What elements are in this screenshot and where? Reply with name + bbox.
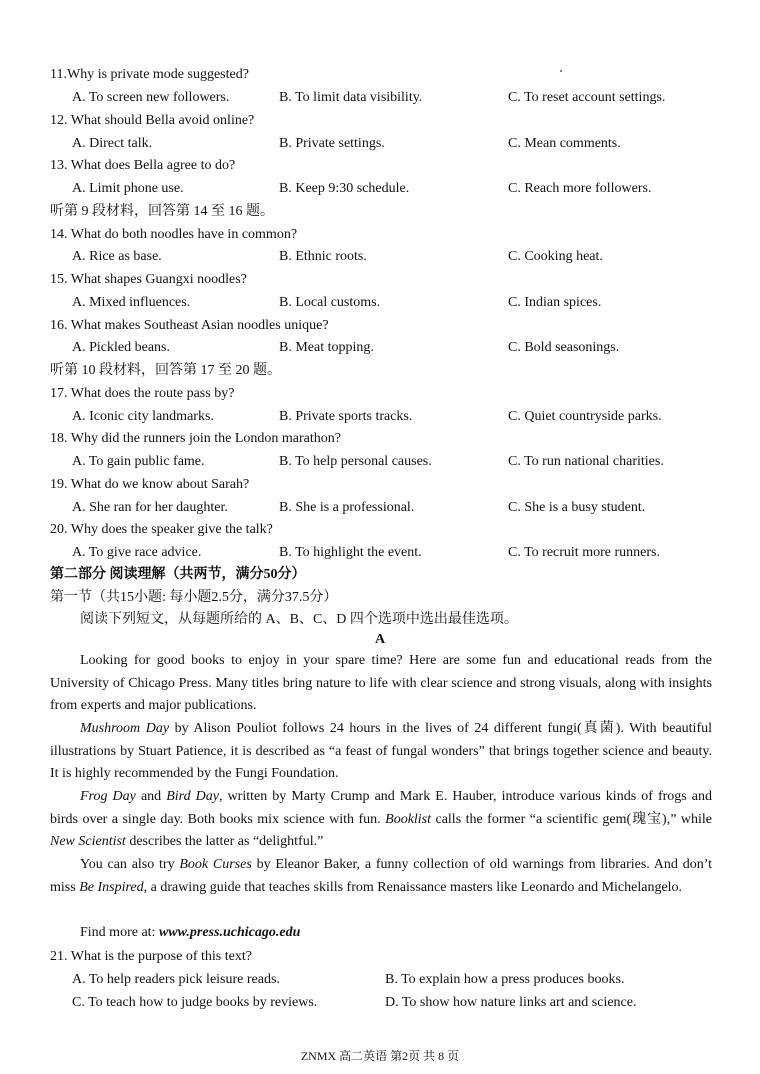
- passage-paragraph-2: [50, 718, 712, 786]
- q21-option-c: C. To teach how to judge books by reviews.: [72, 995, 318, 1010]
- book-title-mushroom-day: Mushroom Day: [80, 721, 170, 736]
- q13-option-c: C. Reach more followers.: [508, 181, 652, 196]
- book-title-frog-day: Frog Day: [80, 789, 136, 804]
- section-one-title: 第一节（共15小题: 每小题2.5分，满分37.5分）: [50, 590, 338, 605]
- passage-paragraph-3: [50, 786, 712, 854]
- publication-booklist: Booklist: [385, 811, 432, 827]
- publication-new-scientist: New Scientist: [50, 834, 126, 850]
- reading-instruction: 阅读下列短文，从每题所给的 A、B、C、D 四个选项中选出最佳选项。: [80, 612, 518, 627]
- q18-option-a: A. To gain public fame.: [72, 454, 205, 469]
- question-19: 19. What do we know about Sarah?: [50, 477, 250, 492]
- q12-option-a: A. Direct talk.: [72, 136, 153, 151]
- q12-option-c: C. Mean comments.: [508, 136, 621, 151]
- paragraph-5-text: Find more at:: [80, 925, 159, 940]
- passage-paragraph-4: [50, 854, 712, 899]
- q17-option-c: C. Quiet countryside parks.: [508, 409, 662, 424]
- q18-option-b: B. To help personal causes.: [279, 454, 432, 469]
- question-13: 13. What does Bella agree to do?: [50, 158, 236, 173]
- scan-speck: [560, 70, 562, 72]
- paragraph-2-text: by Alison Pouliot follows 24 hours in the lives of 24 different fungi(真菌). With beautiful illustrations by Stuart Patience, it is described as “a feast of fungal wonders” that brings together science and beauty. It is highly recommended by the Fungi Foundation.: [50, 721, 712, 782]
- paragraph-3-text-c: calls the former “a scientific gem(瑰宝),” while: [431, 811, 712, 827]
- passage-paragraph-1: Looking for good books to enjoy in your spare time? Here are some fun and educational reads from the University of Chicago Press. Many titles bring nature to life with clear science and strong visuals, along with insights from experts and major publications.: [50, 653, 712, 714]
- q19-option-a: A. She ran for her daughter.: [72, 500, 228, 515]
- question-18: 18. Why did the runners join the London marathon?: [50, 431, 341, 446]
- question-15: 15. What shapes Guangxi noodles?: [50, 272, 247, 287]
- paragraph-3-text-d: describes the latter as “delightful.”: [125, 834, 324, 850]
- book-title-book-curses: Book Curses: [179, 857, 252, 872]
- page-footer: ZNMX 高二英语 第2页 共 8 页: [300, 1049, 460, 1063]
- q21-option-a: A. To help readers pick leisure reads.: [72, 972, 280, 987]
- q16-option-a: A. Pickled beans.: [72, 340, 170, 355]
- q16-option-c: C. Bold seasonings.: [508, 340, 620, 355]
- q13-option-a: A. Limit phone use.: [72, 181, 184, 196]
- instruction-material-9: 听第 9 段材料，回答第 14 至 16 题。: [50, 204, 274, 219]
- q21-option-d: D. To show how nature links art and science.: [385, 995, 637, 1010]
- instruction-material-10: 听第 10 段材料，回答第 17 至 20 题。: [50, 363, 281, 378]
- book-title-be-inspired: Be Inspired: [79, 879, 144, 895]
- question-20: 20. Why does the speaker give the talk?: [50, 522, 273, 537]
- q19-option-c: C. She is a busy student.: [508, 500, 646, 515]
- question-12: 12. What should Bella avoid online?: [50, 113, 255, 128]
- question-21: 21. What is the purpose of this text?: [50, 949, 252, 964]
- q15-option-b: B. Local customs.: [279, 295, 381, 310]
- q17-option-a: A. Iconic city landmarks.: [72, 409, 214, 424]
- question-17: 17. What does the route pass by?: [50, 386, 235, 401]
- q11-option-b: B. To limit data visibility.: [279, 90, 423, 105]
- q16-option-b: B. Meat topping.: [279, 340, 374, 355]
- paragraph-4-text-c: , a drawing guide that teaches skills from Renaissance masters like Leonardo and Michelangelo.: [143, 879, 683, 895]
- q17-option-b: B. Private sports tracks.: [279, 409, 413, 424]
- paragraph-3-text-a: and: [135, 789, 167, 804]
- q12-option-b: B. Private settings.: [279, 136, 385, 151]
- book-title-bird-day: Bird Day: [166, 789, 219, 804]
- q15-option-c: C. Indian spices.: [508, 295, 602, 310]
- q13-option-b: B. Keep 9:30 schedule.: [279, 181, 410, 196]
- paragraph-4-text-b: by Eleanor Baker, a funny collection of old warnings from libraries. And don’t miss: [50, 857, 712, 895]
- question-11: 11.Why is private mode suggested?: [50, 67, 249, 82]
- question-16: 16. What makes Southeast Asian noodles unique?: [50, 318, 329, 333]
- press-website: www.press.uchicago.edu: [158, 925, 301, 940]
- q20-option-a: A. To give race advice.: [72, 545, 202, 560]
- q20-option-b: B. To highlight the event.: [279, 545, 422, 560]
- q11-option-c: C. To reset account settings.: [508, 90, 666, 105]
- q15-option-a: A. Mixed influences.: [72, 295, 191, 310]
- q18-option-c: C. To run national charities.: [508, 454, 664, 469]
- q14-option-b: B. Ethnic roots.: [279, 249, 367, 264]
- passage-label: A: [374, 632, 386, 647]
- q14-option-c: C. Cooking heat.: [508, 249, 603, 264]
- question-14: 14. What do both noodles have in common?: [50, 227, 298, 242]
- q20-option-c: C. To recruit more runners.: [508, 545, 660, 560]
- q11-option-a: A. To screen new followers.: [72, 90, 230, 105]
- q14-option-a: A. Rice as base.: [72, 249, 162, 264]
- paragraph-4-text-a: You can also try: [80, 857, 180, 872]
- part-two-title: 第二部分 阅读理解（共两节，满分50分）: [50, 567, 306, 582]
- q19-option-b: B. She is a professional.: [279, 500, 415, 515]
- paragraph-3-text-b: , written by Marty Crump and Mark E. Hauber, introduce various kinds of frogs and birds over a single day. Both books mix science with fun.: [50, 789, 712, 827]
- passage-paragraph-5: [50, 922, 712, 945]
- q21-option-b: B. To explain how a press produces books.: [385, 972, 625, 987]
